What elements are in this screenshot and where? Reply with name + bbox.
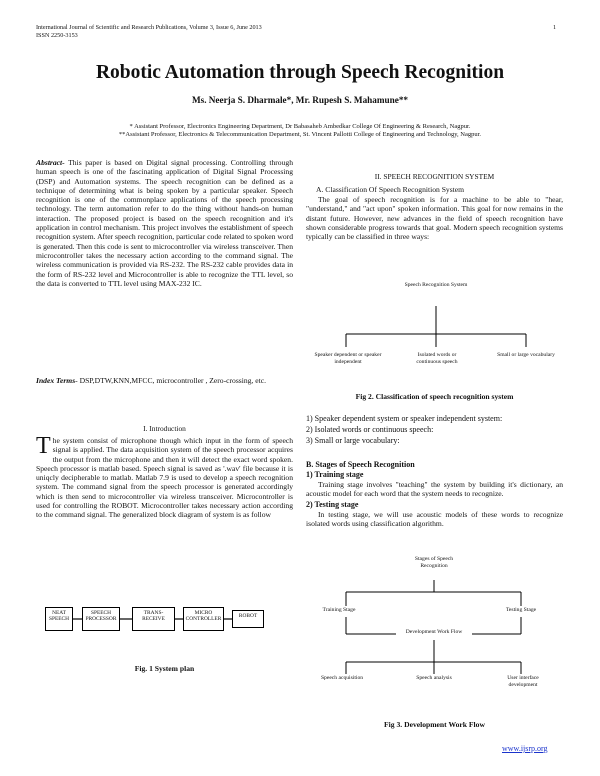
list-item: 3) Small or large vocabulary: <box>306 436 400 445</box>
intro-heading: I. Introduction <box>143 424 186 433</box>
fig3-bottom-2: Speech analysis <box>416 675 452 681</box>
fig1-block-transceiver: TRANS-RECEIVE <box>132 607 175 631</box>
page-number: 1 <box>553 24 557 31</box>
stages-heading: B. Stages of Speech Recognition <box>306 460 415 469</box>
fig2-leaf-3: Small or large vocabulary <box>497 352 555 358</box>
fig2-leaf-1: Speaker dependent or speaker independent <box>314 352 382 365</box>
affiliation-2: **Assistant Professor, Electronics & Telecommunication Department, St. Vincent Pallotti College of Engineering and Technology, Nagpur. <box>118 131 482 138</box>
journal-header <box>36 24 262 40</box>
list-item: 1) Speaker dependent system or speaker independent system: <box>306 414 503 423</box>
fig3-training: Training Stage <box>322 607 356 613</box>
classification-list <box>306 413 563 446</box>
fig1-block-robot: ROBOT <box>232 610 264 628</box>
journal-name: International Journal of Scientific and Research Publications, Volume 3, Issue 6, June 2013 <box>36 24 262 31</box>
section2-text: The goal of speech recognition is for a machine to be able to "hear, "understand," and "act upon" spoken information. This goal for now remains in the distant future. However, new advances in the field of speech recognition have shown considerable progress towards that goal. Modern speech recognition systems typically can be classified in three ways: <box>306 195 563 242</box>
testing-heading: 2) Testing stage <box>306 499 359 509</box>
footer-link[interactable]: www.ijsrp.org <box>502 744 548 753</box>
section2-subheading: A. Classification Of Speech Recognition System <box>316 185 465 194</box>
index-terms-text: - DSP,DTW,KNN,MFCC, microcontroller , Zero-crossing, etc. <box>75 376 266 385</box>
paper-title: Robotic Automation through Speech Recognition <box>95 62 505 83</box>
affiliation-1: * Assistant Professor, Electronics Engineering Department, Dr Babasaheb Ambedkar College Of Engineering & Research, Nagpur. <box>129 123 471 130</box>
fig3-caption: Fig 3. Development Work Flow <box>384 720 485 729</box>
fig3-diagram <box>306 552 563 712</box>
fig3-bottom-1: Speech acquisition <box>320 675 364 681</box>
index-terms <box>36 376 293 385</box>
fig1-caption: Fig. 1 System plan <box>134 664 195 673</box>
list-item: 2) Isolated words or continuous speech: <box>306 425 434 434</box>
intro-dropcap: T <box>36 433 51 459</box>
fig1-diagram <box>36 596 293 646</box>
abstract-label: Abstract- <box>36 158 65 167</box>
fig1-block-input: NEAT SPEECH <box>45 607 73 631</box>
fig1-block-microcontroller: MICRO CONTROLLER <box>183 607 224 631</box>
section2-subheading-row <box>306 185 563 194</box>
affiliations <box>0 123 600 139</box>
fig2-caption: Fig 2. Classification of speech recognition system <box>355 392 514 401</box>
intro-text: he system consist of microphone though which input in the form of speech signal is applied. The data acquisition system of the speech processor acquires the output from the microphone and then it will detect the exact word spoken. Speech processor is matlab based. Speech signal is saved as '.wav' file because it is uniqcly decipherable to matlab. Matlab 7.9 is used to develop a speech recognition system. The command signal from the speech processor is generated accordingly which is then send to microcontroller via wireless transceiver. Microcontroller is used for controlling the ROBOT. Microcontroller takes necessary action according to the command signal. The generalized block diagram of system is as follow <box>36 436 293 520</box>
authors: Ms. Neerja S. Dharmale*, Mr. Rupesh S. Mahamune** <box>191 95 409 105</box>
fig2-root: Speech Recognition System <box>404 282 468 288</box>
fig3-testing: Testing Stage <box>505 607 537 613</box>
fig3-middle: Development Work Flow <box>396 629 472 636</box>
section2-heading: II. SPEECH RECOGNITION SYSTEM <box>374 172 495 181</box>
stages-section <box>306 460 563 528</box>
fig1-block-processor: SPEECH PROCESSOR <box>82 607 120 631</box>
fig3-bottom-3: User interface development <box>507 675 539 688</box>
training-text: Training stage involves "teaching" the system by building it's dictionary, an acoustic model for each word that the system needs to recognize. <box>306 480 563 499</box>
fig2-leaf-2: Isolated words or continuous speech <box>416 352 458 365</box>
fig2-diagram <box>306 272 563 382</box>
intro-body <box>36 433 293 520</box>
training-heading: 1) Training stage <box>306 470 364 479</box>
issn: ISSN 2250-3153 <box>36 32 78 39</box>
section2-body <box>306 195 563 241</box>
abstract <box>36 158 293 288</box>
fig3-top: Stages of Speech Recognition <box>414 556 454 569</box>
index-terms-label: Index Terms <box>36 376 76 385</box>
abstract-text: This paper is based on Digital signal processing. Controlling through human speech is one of the fascinating application of Digital Signal Processing (DSP) and Automation systems. The speech recognition can be defined as a technique of determining what is being spoken by a particular speaker. Speech recognition is one of the commonplace applications of the speech processing technology. The term automation refer to do the thing without hands-on human interaction. The proposed project is based on the speech recognition and it's application in control mechanism. This project involves the establishment of speech recognition system. After speech recognition, particular code related to spoken word is generated. Then this code is sent to microcontroller via wireless transceiver. Then microcontroller takes the necessary action according to the command signal. The wireless communication is provided via RS-232. The RS-232 cable provides data in the form of RS-232 level and Microcontroller is able to recognize the TTL level, so the data is converted to TTL level using MAX-232 IC. <box>36 158 293 288</box>
testing-text: In testing stage, we will use acoustic models of these words to recognize isolated words using classification algorithm. <box>306 509 563 528</box>
